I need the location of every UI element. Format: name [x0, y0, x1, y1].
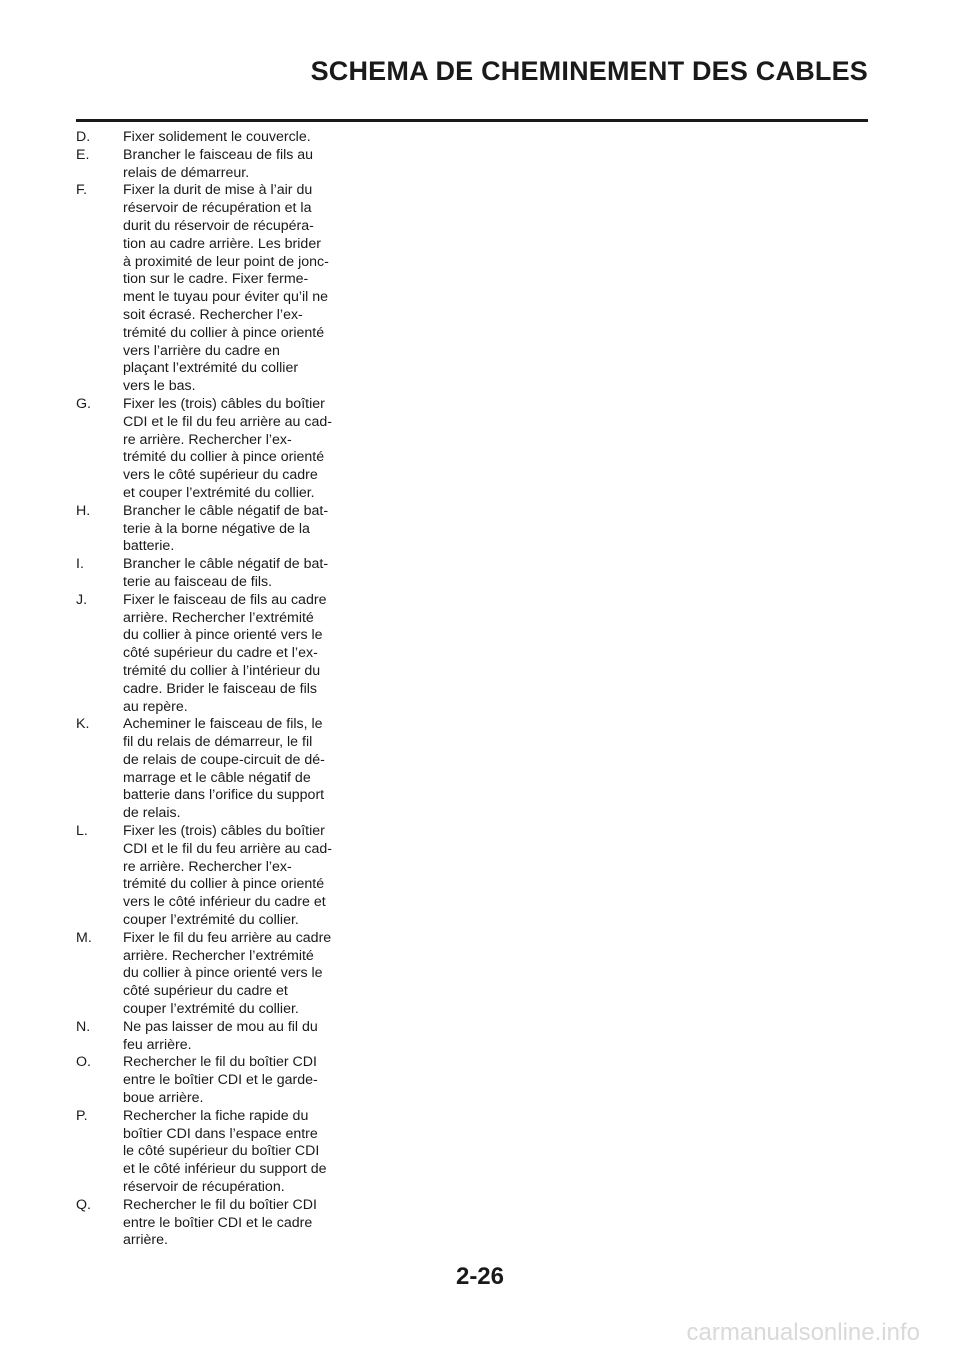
item-text-line: entre le boîtier CDI et le cadre — [123, 1214, 313, 1231]
item-text-line: entre le boîtier CDI et le garde- — [123, 1072, 318, 1089]
item-text-line: Fixer les (trois) câbles du boîtier — [123, 395, 325, 412]
page-title: SCHEMA DE CHEMINEMENT DES CABLES — [310, 56, 868, 86]
item-text-line: Fixer les (trois) câbles du boîtier — [123, 823, 325, 840]
list-item — [76, 147, 334, 183]
item-text-line: Acheminer le faisceau de fils, le — [123, 716, 323, 733]
item-text-line: Rechercher le fil du boîtier CDI — [123, 1054, 317, 1071]
item-text-line: re arrière. Rechercher l’ex- — [123, 858, 292, 875]
item-text-line: batterie dans l’orifice du support — [123, 787, 325, 804]
item-text-line: couper l’extrémité du collier. — [123, 912, 299, 929]
item-text-line: de relais de coupe-circuit de dé- — [123, 751, 325, 768]
item-text-line: Fixer le fil du feu arrière au cadre — [123, 929, 332, 946]
item-text-line: trémité du collier à pince orienté — [123, 449, 325, 466]
list-item — [76, 182, 334, 396]
item-text-line: et le côté inférieur du support de — [123, 1161, 327, 1178]
item-text-line: vers le côté supérieur du cadre — [123, 467, 318, 484]
item-text-line: re arrière. Rechercher l’ex- — [123, 431, 292, 448]
item-text-line: arrière. Rechercher l’extrémité — [123, 609, 314, 626]
item-letter: P. — [76, 1107, 88, 1124]
item-text-line: Brancher le faisceau de fils au — [123, 146, 314, 163]
item-letter: N. — [76, 1018, 91, 1035]
instruction-list — [76, 129, 334, 1250]
item-text-line: boîtier CDI dans l’espace entre — [123, 1125, 318, 1142]
list-item — [76, 1019, 334, 1055]
item-text-line: Fixer la durit de mise à l’air du — [123, 182, 313, 199]
item-text-line: de relais. — [123, 805, 181, 822]
item-letter: M. — [76, 929, 92, 946]
item-text-line: terie au faisceau de fils. — [123, 573, 273, 590]
item-text-line: marrage et le câble négatif de — [123, 769, 311, 786]
item-text-line: plaçant l’extrémité du collier — [123, 360, 299, 377]
item-text-line: durit du réservoir de récupéra- — [123, 217, 314, 234]
item-text-line: au repère. — [123, 698, 188, 715]
list-item — [76, 1054, 334, 1107]
list-item — [76, 930, 334, 1019]
item-text-line: ment le tuyau pour éviter qu’il ne — [123, 289, 329, 306]
watermark-text: carmanualsonline.info — [686, 1319, 920, 1346]
item-text-line: couper l’extrémité du collier. — [123, 1001, 299, 1018]
item-text-line: trémité du collier à pince orienté — [123, 876, 325, 893]
item-letter: Q. — [76, 1196, 91, 1213]
item-text-line: tion au cadre arrière. Les brider — [123, 235, 321, 252]
item-text-line: vers le côté inférieur du cadre et — [123, 894, 326, 911]
item-text-line: relais de démarreur. — [123, 164, 250, 181]
item-text-line: Fixer solidement le couvercle. — [123, 129, 311, 145]
item-text-line: Brancher le câble négatif de bat- — [123, 556, 329, 573]
item-letter: F. — [76, 182, 88, 199]
list-item — [76, 129, 334, 147]
item-text-line: feu arrière. — [123, 1036, 192, 1053]
item-text-line: batterie. — [123, 538, 175, 555]
item-text-line: vers le bas. — [123, 378, 196, 395]
item-letter: H. — [76, 502, 91, 519]
item-text-line: vers l’arrière du cadre en — [123, 342, 280, 359]
item-text-line: CDI et le fil du feu arrière au cad- — [123, 840, 332, 857]
item-letter: E. — [76, 146, 90, 163]
item-text-line: arrière. Rechercher l’extrémité — [123, 947, 314, 964]
item-letter: O. — [76, 1054, 91, 1071]
item-text-line: du collier à pince orienté vers le — [123, 627, 323, 644]
item-text-line: boue arrière. — [123, 1090, 204, 1107]
title-divider — [76, 119, 868, 122]
item-text-line: réservoir de récupération. — [123, 1179, 285, 1196]
list-item — [76, 1108, 334, 1197]
list-item — [76, 396, 334, 503]
item-text-line: du collier à pince orienté vers le — [123, 965, 323, 982]
item-text-line: côté supérieur du cadre et l’ex- — [123, 645, 318, 662]
list-item — [76, 823, 334, 930]
item-text-line: Fixer le faisceau de fils au cadre — [123, 591, 327, 608]
item-letter: D. — [76, 129, 91, 145]
page-number: 2-26 — [455, 1263, 505, 1290]
item-text-line: le côté supérieur du boîtier CDI — [123, 1143, 320, 1160]
item-text-line: réservoir de récupération et la — [123, 200, 312, 217]
list-item — [76, 716, 334, 823]
list-item — [76, 556, 334, 592]
item-text-line: soit écrasé. Rechercher l’ex- — [123, 306, 303, 323]
item-letter: L. — [76, 823, 88, 840]
item-text-line: et couper l’extrémité du collier. — [123, 484, 315, 501]
item-text-line: CDI et le fil du feu arrière au cad- — [123, 413, 332, 430]
item-letter: J. — [76, 591, 88, 608]
item-text-line: trémité du collier à l’intérieur du — [123, 662, 321, 679]
item-text-line: arrière. — [123, 1232, 168, 1249]
item-text-line: trémité du collier à pince orienté — [123, 324, 325, 341]
item-text-line: à proximité de leur point de jonc- — [123, 253, 329, 270]
list-item — [76, 1197, 334, 1250]
item-text-line: terie à la borne négative de la — [123, 520, 310, 537]
list-item — [76, 592, 334, 717]
item-text-line: tion sur le cadre. Fixer ferme- — [123, 271, 309, 288]
item-letter: K. — [76, 716, 90, 733]
item-text-line: côté supérieur du cadre et — [123, 983, 288, 1000]
item-text-line: Ne pas laisser de mou au fil du — [123, 1018, 318, 1035]
item-text-line: fil du relais de démarreur, le fil — [123, 734, 313, 751]
item-text-line: Rechercher la fiche rapide du — [123, 1107, 309, 1124]
item-letter: I. — [76, 556, 84, 573]
list-item — [76, 503, 334, 556]
item-text-line: cadre. Brider le faisceau de fils — [123, 680, 317, 697]
item-text-line: Brancher le câble négatif de bat- — [123, 502, 329, 519]
item-letter: G. — [76, 395, 91, 412]
item-text-line: Rechercher le fil du boîtier CDI — [123, 1196, 317, 1213]
